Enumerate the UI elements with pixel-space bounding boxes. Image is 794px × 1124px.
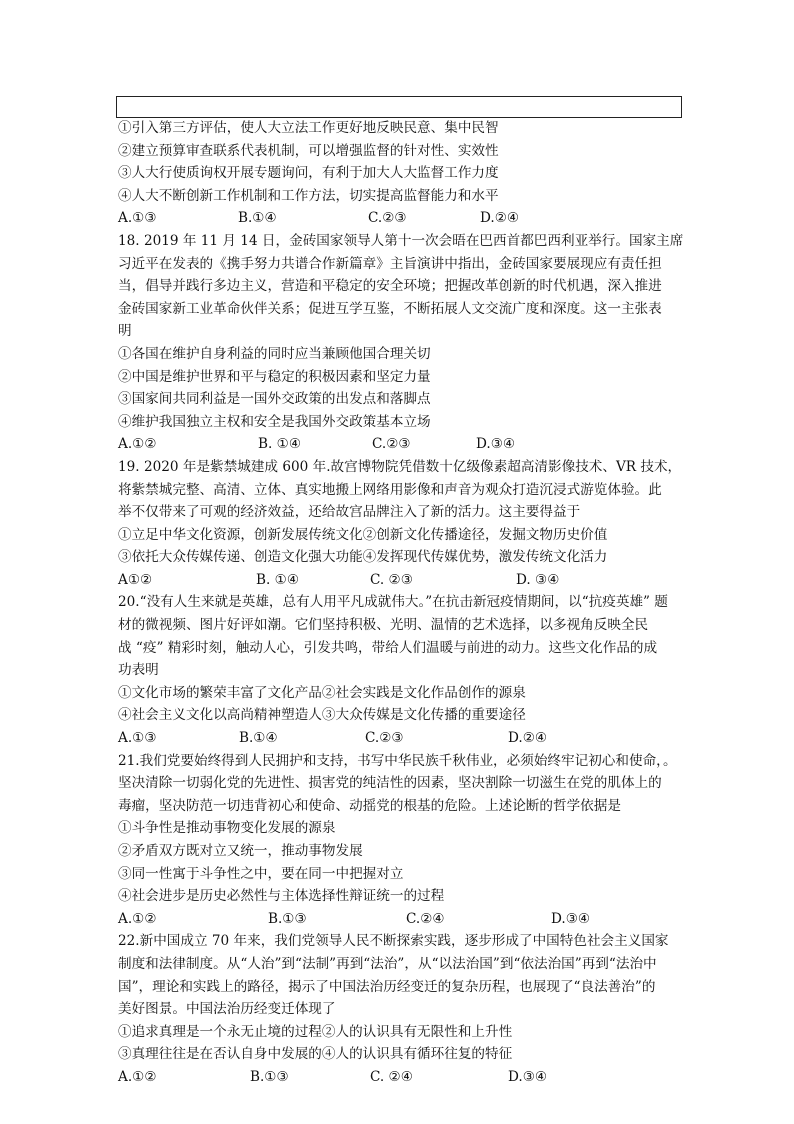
q19-line: ③依托大众传媒传递、创造文化强大功能④发挥现代传媒优势，激发传统文化活力 (118, 549, 608, 566)
q17-options (118, 207, 684, 230)
q17-line: ④人大不断创新工作机制和工作方法，切实提高监督能力和水平 (118, 187, 499, 204)
q20-line: 战 “疫” 精彩时刻，触动人心，引发共鸣，带给人们温暖与前进的动力。这些文化作品的成 (118, 639, 658, 656)
q18-line: ②中国是维护世界和平与稳定的积极因素和坚定力量 (118, 368, 431, 385)
q20-line: ④社会主义文化以高尚精神塑造人③大众传媒是文化传播的重要途径 (118, 707, 526, 724)
q19-option-d: D. ③④ (516, 571, 560, 588)
q22-option-a: A.①② (118, 1068, 157, 1085)
q21-options (118, 908, 684, 931)
q18-line: 明 (118, 323, 132, 340)
question-21 (118, 750, 684, 931)
q20-option-d: D.②④ (508, 730, 548, 747)
q18-line: 金砖国家新工业革命伙伴关系；促进互学互鉴，不断拓展人文交流广度和深度。这一主张表 (118, 300, 662, 317)
q20-line: 功表明 (118, 662, 159, 679)
header-frame (116, 96, 682, 118)
q22-option-d: D.③④ (508, 1068, 548, 1085)
q19-option-a: A①② (118, 571, 153, 588)
q21-line: ④社会进步是历史必然性与主体选择性辩证统一的过程 (118, 888, 445, 905)
q18-option-d: D.③④ (476, 436, 516, 453)
q21-line: ②矛盾双方既对立又统一，推动事物发展 (118, 843, 363, 859)
q21-line: ③同一性寓于斗争性之中，要在同一中把握对立 (118, 865, 404, 882)
q17-option-c: C.②③ (368, 210, 407, 227)
q21-line: 坚决清除一切弱化党的先进性、损害党的纯洁性的因素，坚决割除一切滋生在党的肌体上的 (118, 775, 662, 792)
question-19 (118, 456, 684, 592)
q20-option-a: A.①③ (118, 730, 157, 747)
q22-line: 国”，理论和实践上的路径，揭示了中国法治历经变迁的复杂历程，也展现了“良法善治”的 (118, 978, 656, 995)
q17-line: ①引入第三方评估，使人大立法工作更好地反映民意、集中民智 (118, 120, 499, 136)
q19-options (118, 569, 684, 592)
q17-option-d: D.②④ (480, 210, 520, 227)
q18-option-a: A.①② (118, 436, 157, 453)
q21-line: 21.我们党要始终得到人民拥护和支持，书写中华民族千秋伟业，必须始终牢记初心和使命，。 (118, 752, 677, 769)
q22-options (118, 1066, 684, 1089)
q22-line: ①追求真理是一个永无止境的过程②人的认识具有无限性和上升性 (118, 1023, 513, 1040)
q22-option-c: C. ②④ (370, 1068, 413, 1085)
q22-line: 制度和法律制度。从“人治”到“法制”再到“法治”，从“以法治国”到“依法治国”再到“法治中 (118, 955, 657, 972)
q22-line: 22.新中国成立 70 年来，我们党领导人民不断探索实践，逐步形成了中国特色社会主义国家 (118, 933, 669, 950)
q18-line: 习近平在发表的《携手努力共谱合作新篇章》主旨演讲中指出，金砖国家要展现应有责任担 (118, 255, 662, 272)
q17-line: ②建立预算审查联系代表机制，可以增强监督的针对性、实效性 (118, 142, 499, 159)
q19-line: 举不仅带来了可观的经济效益，还给故宫品牌注入了新的活力。这主要得益于 (118, 504, 581, 521)
question-20 (118, 591, 684, 749)
q18-option-b: B. ①④ (258, 436, 302, 453)
q18-line: ③国家间共同利益是一国外交政策的出发点和落脚点 (118, 391, 431, 408)
q19-option-b: B. ①④ (256, 571, 300, 588)
q18-line: ④维护我国独立主权和安全是我国外交政策基本立场 (118, 413, 431, 430)
q20-option-b: B.①④ (239, 730, 278, 747)
q21-line: ①斗争性是推动事物变化发展的源泉 (118, 820, 336, 837)
document-body (118, 117, 684, 1089)
q20-line: ①文化市场的繁荣丰富了文化产品②社会实践是文化作品创作的源泉 (118, 684, 526, 701)
q17-line: ③人大行使质询权开展专题询问，有利于加大人大监督工作力度 (118, 165, 499, 182)
q18-line: 18. 2019 年 11 月 14 日，金砖国家领导人第十一次会晤在巴西首都巴西利亚举行。国家主席 (118, 232, 684, 249)
q18-option-c: C.②③ (372, 436, 411, 453)
q21-option-d: D.③④ (551, 910, 591, 927)
q21-option-c: C.②④ (406, 910, 445, 927)
q19-line: 19. 2020 年是紫禁城建成 600 年.故宫博物院凭借数十亿级像素超高清影像技术、VR 技术， (118, 458, 682, 475)
q18-options (118, 433, 684, 456)
question-17-continued (118, 117, 684, 230)
q19-line: ①立足中华文化资源，创新发展传统文化②创新文化传播途径，发掘文物历史价值 (118, 526, 608, 543)
q17-option-b: B.①④ (238, 210, 277, 227)
q21-option-b: B.①③ (268, 910, 307, 927)
question-18 (118, 230, 684, 456)
q18-line: ①各国在维护自身利益的同时应当兼顾他国合理关切 (118, 345, 431, 362)
q17-option-a: A.①③ (118, 210, 157, 227)
q19-option-c: C. ②③ (370, 571, 413, 588)
q20-line: 材的微视频、图片好评如潮。它们坚持积极、光明、温情的艺术选择，以多视角反映全民 (118, 617, 649, 634)
q22-option-b: B.①③ (250, 1068, 289, 1085)
q22-line: ③真理往往是在否认自身中发展的④人的认识具有循环往复的特征 (118, 1046, 513, 1063)
q21-line: 毒瘤，坚决防范一切违背初心和使命、动摇党的根基的危险。上述论断的哲学依据是 (118, 797, 621, 814)
question-22 (118, 930, 684, 1088)
q20-options (118, 727, 684, 750)
q19-line: 将紫禁城完整、高清、立体、真实地搬上网络用影像和声音为观众打造沉浸式游览体验。此 (118, 481, 662, 498)
q21-option-a: A.①② (118, 910, 157, 927)
q20-line: 20.“没有人生来就是英雄，总有人用平凡成就伟大。”在抗击新冠疫情期间，以“抗疫英雄” 题 (118, 594, 668, 611)
q20-option-c: C.②③ (365, 730, 404, 747)
q22-line: 美好图景。中国法治历经变迁体现了 (118, 1001, 336, 1018)
q18-line: 当，倡导并践行多边主义，营造和平稳定的安全环境；把握改革创新的时代机遇，深入推进 (118, 278, 662, 295)
